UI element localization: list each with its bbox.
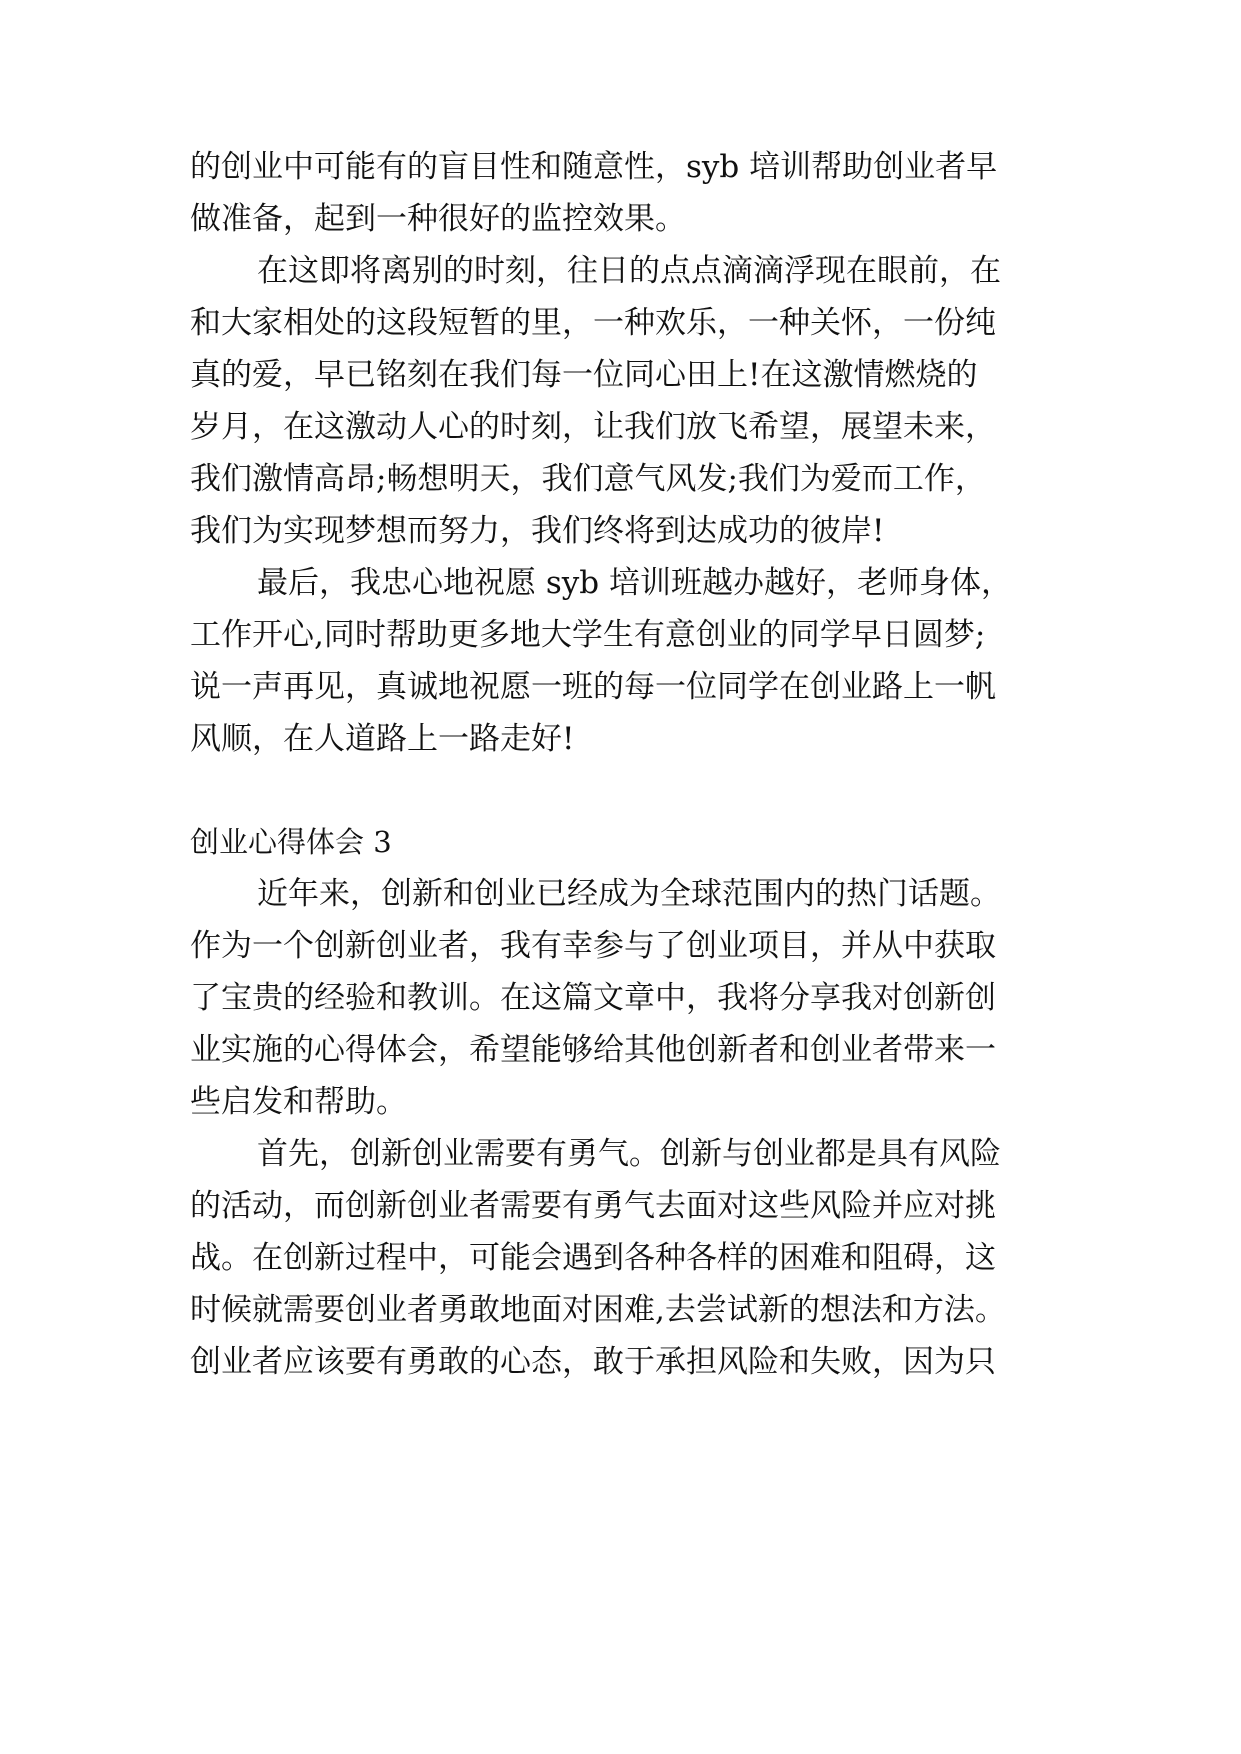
- body-text-line: 和大家相处的这段短暂的里，一种欢乐，一种关怀，一份纯: [190, 305, 996, 341]
- body-text-line: 风顺，在人道路上一路走好!: [190, 721, 575, 757]
- paragraph-first-line: 在这即将离别的时刻，往日的点点滴滴浮现在眼前，在: [257, 253, 1001, 289]
- paragraph-first-line: 首先，创新创业需要有勇气。创新与创业都是具有风险: [257, 1136, 1001, 1172]
- body-text-line: 的活动，而创新创业者需要有勇气去面对这些风险并应对挑: [190, 1188, 996, 1224]
- body-text-line: 我们激情高昂;畅想明天，我们意气风发;我们为爱而工作，: [190, 461, 986, 497]
- body-text-line: 的创业中可能有的盲目性和随意性，syb 培训帮助创业者早: [190, 149, 998, 185]
- body-text-line: 做准备，起到一种很好的监控效果。: [190, 201, 686, 237]
- body-text-line: 岁月，在这激动人心的时刻，让我们放飞希望，展望未来，: [190, 409, 996, 445]
- paragraph-first-line: 近年来，创新和创业已经成为全球范围内的热门话题。: [257, 876, 1001, 912]
- body-text-line: 战。在创新过程中，可能会遇到各种各样的困难和阻碍，这: [190, 1240, 996, 1276]
- paragraph-first-line: 最后，我忠心地祝愿 syb 培训班越办越好，老师身体，: [257, 565, 1012, 601]
- body-text-line: 些启发和帮助。: [190, 1084, 407, 1120]
- body-text-line: 业实施的心得体会，希望能够给其他创新者和创业者带来一: [190, 1032, 996, 1068]
- body-text-line: 工作开心,同时帮助更多地大学生有意创业的同学早日圆梦;: [190, 617, 986, 653]
- body-text-line: 说一声再见，真诚地祝愿一班的每一位同学在创业路上一帆: [190, 669, 996, 705]
- body-text-line: 真的爱，早已铭刻在我们每一位同心田上!在这激情燃烧的: [190, 357, 978, 393]
- body-text-line: 了宝贵的经验和教训。在这篇文章中，我将分享我对创新创: [190, 980, 996, 1016]
- body-text-line: 作为一个创新创业者，我有幸参与了创业项目，并从中获取: [190, 928, 996, 964]
- section-heading: 创业心得体会 3: [190, 825, 392, 859]
- body-text-line: 我们为实现梦想而努力，我们终将到达成功的彼岸!: [190, 513, 885, 549]
- body-text-line: 时候就需要创业者勇敢地面对困难,去尝试新的想法和方法。: [190, 1292, 1006, 1328]
- body-text-line: 创业者应该要有勇敢的心态，敢于承担风险和失败，因为只: [190, 1344, 996, 1380]
